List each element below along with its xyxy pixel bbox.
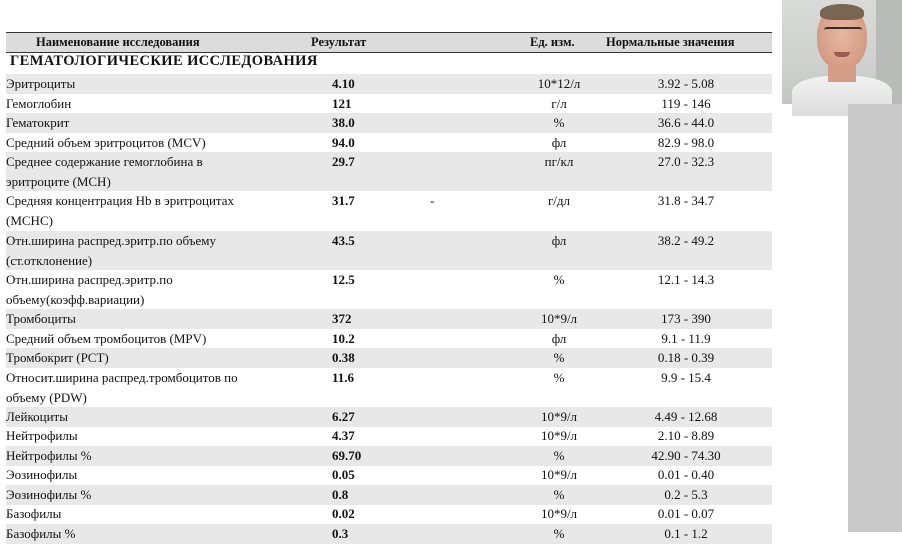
table-row bbox=[6, 465, 772, 485]
cell-norm: 4.49 - 12.68 bbox=[654, 409, 718, 424]
cell-name: Гемоглобин bbox=[6, 96, 72, 111]
cell-name: Среднее содержание гемоглобина в эритроците (MCH) bbox=[6, 154, 203, 189]
cell-unit: г/дл bbox=[547, 193, 571, 208]
cell-norm: 119 - 146 bbox=[661, 96, 711, 111]
cell-unit: 10*9/л bbox=[540, 467, 578, 482]
cell-norm: 0.18 - 0.39 bbox=[657, 350, 715, 365]
cell-name: Лейкоциты bbox=[6, 409, 68, 424]
cell-result: 4.37 bbox=[332, 428, 355, 443]
cell-name: Базофилы bbox=[6, 506, 62, 521]
cell-unit: г/л bbox=[551, 96, 567, 111]
cell-result: 0.02 bbox=[332, 506, 355, 521]
cell-result: 43.5 bbox=[332, 233, 355, 248]
cell-unit: % bbox=[553, 115, 565, 130]
cell-unit: фл bbox=[551, 233, 567, 248]
cell-result: 372 bbox=[332, 311, 352, 326]
cell-norm: 12.1 - 14.3 bbox=[657, 272, 715, 287]
cell-unit: 10*9/л bbox=[540, 311, 578, 326]
cell-unit: % bbox=[553, 448, 565, 463]
cell-name: Базофилы % bbox=[6, 526, 76, 541]
table-row bbox=[6, 485, 772, 505]
cell-unit: 10*9/л bbox=[540, 428, 578, 443]
cell-name: Отн.ширина распред.эритр.по объему (ст.отклонение) bbox=[6, 233, 216, 268]
table-row bbox=[6, 407, 772, 427]
cell-result: 31.7 bbox=[332, 193, 355, 208]
table-row bbox=[6, 524, 772, 544]
cell-result: 10.2 bbox=[332, 331, 355, 346]
cell-norm: 42.90 - 74.30 bbox=[651, 448, 721, 463]
table-row bbox=[6, 426, 772, 446]
cell-name: Средний объем эритроцитов (MCV) bbox=[6, 135, 206, 150]
cell-norm: 82.9 - 98.0 bbox=[657, 135, 715, 150]
section-title: ГЕМАТОЛОГИЧЕСКИЕ ИССЛЕДОВАНИЯ bbox=[10, 53, 318, 69]
cell-result: 4.10 bbox=[332, 76, 355, 91]
table-row bbox=[6, 348, 772, 368]
cell-unit: % bbox=[553, 350, 565, 365]
cell-name: Гематокрит bbox=[6, 115, 70, 130]
cell-name: Эритроциты bbox=[6, 76, 76, 91]
cell-unit: фл bbox=[551, 331, 567, 346]
cell-name: Нейтрофилы bbox=[6, 428, 78, 443]
table-row bbox=[6, 368, 772, 407]
cell-norm: 0.2 - 5.3 bbox=[664, 487, 708, 502]
cell-norm: 2.10 - 8.89 bbox=[657, 428, 715, 443]
cell-result: 38.0 bbox=[332, 115, 355, 130]
side-panel bbox=[848, 104, 902, 532]
cell-unit: пг/кл bbox=[544, 154, 574, 169]
cell-name: Отн.ширина распред.эритр.по объему(коэфф.вариации) bbox=[6, 272, 173, 307]
table-row bbox=[6, 270, 772, 309]
table-row bbox=[6, 133, 772, 153]
header-name: Наименование исследования bbox=[36, 35, 200, 49]
cell-unit: 10*9/л bbox=[540, 506, 578, 521]
cell-norm: 0.01 - 0.07 bbox=[657, 506, 715, 521]
table-row bbox=[6, 74, 772, 94]
table-row bbox=[6, 309, 772, 329]
cell-norm: 31.8 - 34.7 bbox=[657, 193, 715, 208]
table-row bbox=[6, 94, 772, 114]
table-header bbox=[6, 32, 772, 53]
table-row bbox=[6, 191, 772, 230]
header-result: Результат bbox=[311, 35, 367, 49]
webcam-overlay bbox=[782, 0, 902, 104]
cell-name: Эозинофилы % bbox=[6, 487, 92, 502]
header-unit: Ед. изм. bbox=[530, 35, 575, 49]
cell-result: 29.7 bbox=[332, 154, 355, 169]
cell-result: 12.5 bbox=[332, 272, 355, 287]
cell-name: Эозинофилы bbox=[6, 467, 78, 482]
table-row bbox=[6, 504, 772, 524]
table-row bbox=[6, 231, 772, 270]
cell-result: 0.05 bbox=[332, 467, 355, 482]
cell-result: 0.3 bbox=[332, 526, 349, 541]
cell-name: Средний объем тромбоцитов (MPV) bbox=[6, 331, 207, 346]
cell-norm: 38.2 - 49.2 bbox=[657, 233, 715, 248]
cell-name: Тромбоциты bbox=[6, 311, 76, 326]
cell-unit: фл bbox=[551, 135, 567, 150]
table-row bbox=[6, 113, 772, 133]
cell-norm: 36.6 - 44.0 bbox=[657, 115, 715, 130]
cell-result: 11.6 bbox=[332, 370, 355, 385]
cell-unit: % bbox=[553, 272, 565, 287]
header-norm: Нормальные значения bbox=[606, 35, 735, 49]
cell-unit: % bbox=[553, 487, 565, 502]
cell-name: Относит.ширина распред.тромбоцитов по объему (PDW) bbox=[6, 370, 238, 405]
cell-norm: 173 - 390 bbox=[661, 311, 711, 326]
cell-name: Средняя концентрация Hb в эритроцитах (MCHC) bbox=[6, 193, 235, 228]
cell-result: 69.70 bbox=[332, 448, 362, 463]
table-row bbox=[6, 446, 772, 466]
cell-result: 94.0 bbox=[332, 135, 355, 150]
table-row bbox=[6, 329, 772, 349]
cell-unit: % bbox=[553, 370, 565, 385]
cell-result: 0.8 bbox=[332, 487, 349, 502]
cell-flag: - bbox=[430, 193, 435, 208]
cell-norm: 3.92 - 5.08 bbox=[657, 76, 715, 91]
cell-norm: 27.0 - 32.3 bbox=[657, 154, 715, 169]
cell-norm: 0.01 - 0.40 bbox=[657, 467, 715, 482]
cell-unit: % bbox=[553, 526, 565, 541]
cell-result: 0.38 bbox=[332, 350, 355, 365]
cell-name: Тромбокрит (PCT) bbox=[6, 350, 109, 365]
cell-result: 121 bbox=[332, 96, 352, 111]
table-row bbox=[6, 152, 772, 191]
cell-norm: 9.9 - 15.4 bbox=[661, 370, 711, 385]
cell-norm: 0.1 - 1.2 bbox=[664, 526, 708, 541]
cell-name: Нейтрофилы % bbox=[6, 448, 92, 463]
cell-unit: 10*12/л bbox=[537, 76, 581, 91]
cell-result: 6.27 bbox=[332, 409, 355, 424]
cell-norm: 9.1 - 11.9 bbox=[661, 331, 711, 346]
cell-unit: 10*9/л bbox=[540, 409, 578, 424]
